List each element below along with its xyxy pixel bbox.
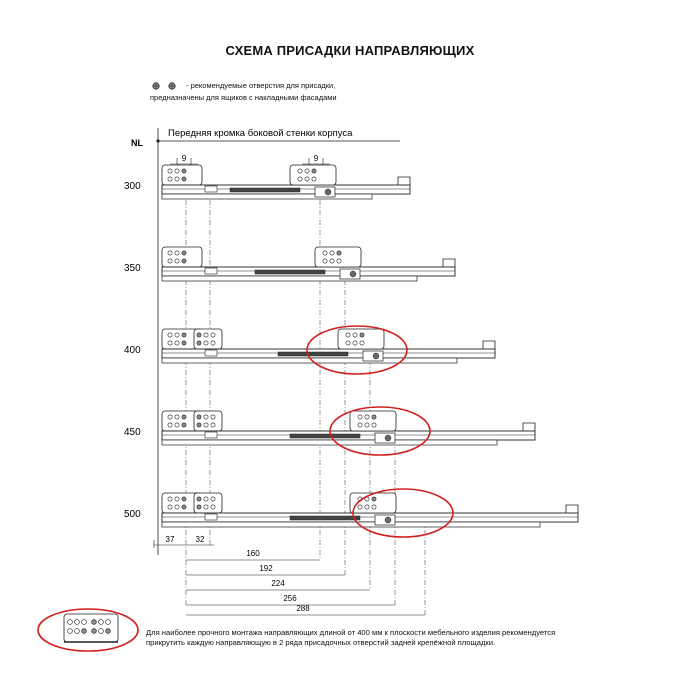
note-line-1: Для наиболее прочного монтажа направляющих длиной от 400 мм к плоскости мебельного изделия рекомендуется xyxy=(146,628,556,637)
rear-hole xyxy=(353,341,357,345)
front-hole-extra xyxy=(204,497,208,501)
rear-hole xyxy=(372,415,376,419)
rail-1 xyxy=(162,165,410,199)
rail-lower xyxy=(162,440,497,445)
rear-hole xyxy=(365,423,369,427)
dim-160-label: 160 xyxy=(246,549,260,558)
front-hole xyxy=(182,341,186,345)
front-hole xyxy=(168,169,172,173)
diagram-title: СХЕМА ПРИСАДКИ НАПРАВЛЯЮЩИХ xyxy=(225,43,475,58)
front-hole-extra xyxy=(197,341,201,345)
front-hole xyxy=(175,177,179,181)
front-hole-extra xyxy=(211,333,215,337)
top-dim-right-label: 9 xyxy=(313,154,319,163)
front-hole xyxy=(182,423,186,427)
rail-lock-pin xyxy=(385,435,391,441)
front-hole xyxy=(182,177,186,181)
note-line-2: прикрутить каждую направляющую в 2 ряда присадочных отверстий задней крепёжной площадки. xyxy=(146,638,496,647)
front-hole xyxy=(168,177,172,181)
rail-4 xyxy=(162,411,535,445)
legend-text-2: предназначены для ящиков с накладными фасадами xyxy=(150,93,337,102)
rear-hole xyxy=(358,415,362,419)
row-label-500: 500 xyxy=(124,509,141,520)
rear-hole xyxy=(323,259,327,263)
rear-hole xyxy=(305,169,309,173)
rear-hole xyxy=(358,505,362,509)
rail-lock-pin xyxy=(325,189,331,195)
rear-hole xyxy=(312,169,316,173)
front-hole xyxy=(168,333,172,337)
rear-plate xyxy=(290,165,336,185)
projection-lines xyxy=(186,190,425,615)
front-hole xyxy=(175,169,179,173)
front-hole-extra xyxy=(211,415,215,419)
front-hole xyxy=(175,497,179,501)
rail-2 xyxy=(162,247,455,281)
dim-37-label: 37 xyxy=(165,535,175,544)
rear-hole xyxy=(298,177,302,181)
front-hole xyxy=(182,505,186,509)
front-hole-extra xyxy=(197,333,201,337)
rail-slider xyxy=(255,270,325,274)
front-hole xyxy=(175,423,179,427)
front-hole xyxy=(182,169,186,173)
dim-32-label: 32 xyxy=(195,535,205,544)
front-hole xyxy=(182,497,186,501)
front-hole xyxy=(182,251,186,255)
front-hole xyxy=(182,259,186,263)
rail-lower xyxy=(162,522,540,527)
front-hole-extra xyxy=(197,423,201,427)
rail-rear-hook xyxy=(443,259,455,267)
nl-label: NL xyxy=(131,138,143,148)
dim-chain xyxy=(186,549,425,615)
front-hole-extra xyxy=(204,341,208,345)
front-plate xyxy=(162,165,202,185)
front-hole xyxy=(168,259,172,263)
rail-slider xyxy=(230,188,300,192)
rear-hole xyxy=(337,251,341,255)
rail-rear-hook xyxy=(398,177,410,185)
front-plate-extra xyxy=(194,411,222,431)
front-hole xyxy=(168,505,172,509)
front-hole xyxy=(175,415,179,419)
front-hole-extra xyxy=(204,415,208,419)
front-clip xyxy=(205,514,217,520)
front-hole xyxy=(168,415,172,419)
front-clip xyxy=(205,186,217,192)
front-hole xyxy=(175,333,179,337)
rail-body xyxy=(162,513,578,522)
rear-hole xyxy=(360,333,364,337)
rail-rear-hook xyxy=(483,341,495,349)
front-hole xyxy=(182,333,186,337)
rail-rear-hook xyxy=(566,505,578,513)
front-hole xyxy=(168,251,172,255)
front-hole xyxy=(182,415,186,419)
rear-hole xyxy=(337,259,341,263)
rail-slider xyxy=(290,516,360,520)
front-clip xyxy=(205,268,217,274)
rail-5 xyxy=(162,493,578,527)
front-hole xyxy=(175,341,179,345)
rear-hole xyxy=(305,177,309,181)
front-hole-extra xyxy=(204,423,208,427)
front-hole-extra xyxy=(211,497,215,501)
front-edge-label: Передняя кромка боковой стенки корпуса xyxy=(168,128,353,139)
rear-hole xyxy=(358,423,362,427)
dim-37 xyxy=(154,535,186,548)
rail-lower xyxy=(162,194,372,199)
rear-hole xyxy=(346,333,350,337)
rail-rear-hook xyxy=(523,423,535,431)
rear-hole xyxy=(365,415,369,419)
rail-lock-pin xyxy=(373,353,379,359)
front-hole-extra xyxy=(211,505,215,509)
rear-hole xyxy=(346,341,350,345)
front-edge-dot xyxy=(156,139,159,142)
rail-lock-pin xyxy=(350,271,356,277)
dim-256-label: 256 xyxy=(283,594,297,603)
front-hole xyxy=(175,259,179,263)
rear-hole xyxy=(330,251,334,255)
front-clip xyxy=(205,350,217,356)
rear-hole xyxy=(323,251,327,255)
front-hole xyxy=(168,423,172,427)
front-hole-extra xyxy=(204,505,208,509)
front-hole-extra xyxy=(204,333,208,337)
rear-plate xyxy=(350,411,396,431)
dim-224-label: 224 xyxy=(271,579,285,588)
front-hole xyxy=(175,251,179,255)
rear-hole xyxy=(330,259,334,263)
rail-lower xyxy=(162,276,417,281)
front-hole xyxy=(168,341,172,345)
rail-slider xyxy=(290,434,360,438)
rear-hole xyxy=(372,423,376,427)
rear-hole xyxy=(353,333,357,337)
rear-hole xyxy=(372,505,376,509)
rear-hole xyxy=(298,169,302,173)
rear-hole xyxy=(360,341,364,345)
rear-plate xyxy=(315,247,361,267)
front-hole-extra xyxy=(197,415,201,419)
rail-3 xyxy=(162,329,495,363)
front-plate xyxy=(162,247,202,267)
front-hole-extra xyxy=(197,505,201,509)
row-label-400: 400 xyxy=(124,345,141,356)
row-label-300: 300 xyxy=(124,181,141,192)
rail-lock-pin xyxy=(385,517,391,523)
dim-192-label: 192 xyxy=(259,564,273,573)
front-hole-extra xyxy=(197,497,201,501)
row-label-450: 450 xyxy=(124,427,141,438)
row-label-350: 350 xyxy=(124,263,141,274)
legend-text-1: - рекомендуемые отверстия для присадки, xyxy=(186,81,336,90)
front-hole-extra xyxy=(211,341,215,345)
mounting-note xyxy=(146,628,686,648)
rail-slider xyxy=(278,352,348,356)
front-plate-extra xyxy=(194,329,222,349)
front-clip xyxy=(205,432,217,438)
dim-288-label: 288 xyxy=(296,604,310,613)
front-plate-extra xyxy=(194,493,222,513)
rear-hole xyxy=(365,505,369,509)
front-hole xyxy=(175,505,179,509)
rear-hole xyxy=(372,497,376,501)
rear-hole xyxy=(312,177,316,181)
top-dim-left-label: 9 xyxy=(181,154,187,163)
front-hole xyxy=(168,497,172,501)
rear-plate xyxy=(338,329,384,349)
front-hole-extra xyxy=(211,423,215,427)
example-plate xyxy=(38,609,138,651)
